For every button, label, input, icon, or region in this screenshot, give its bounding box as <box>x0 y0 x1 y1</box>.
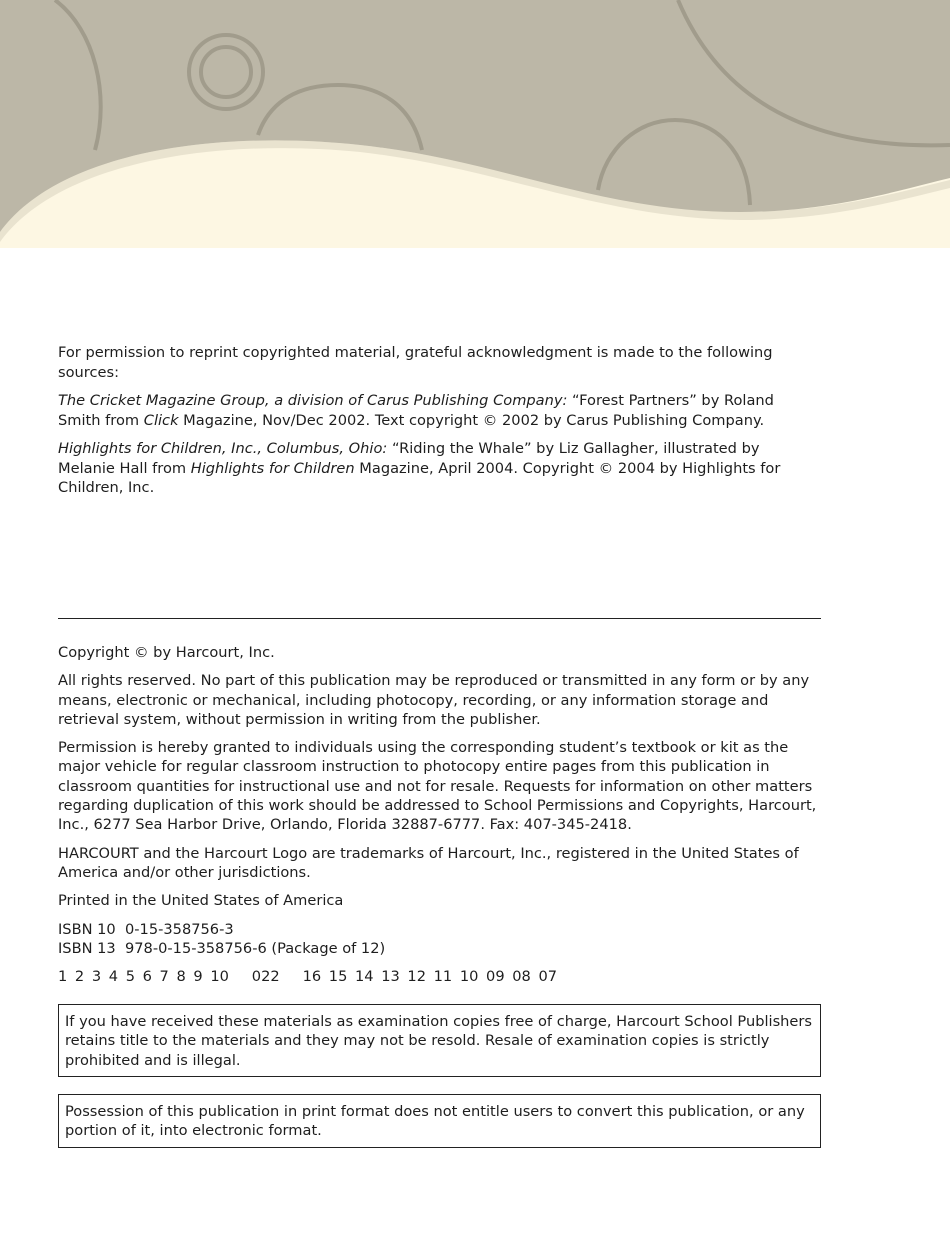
acknowledgment-entry <box>58 439 818 498</box>
acknowledgment-magazine: Highlights for Children <box>190 459 355 477</box>
rights-reserved: All rights reserved. No part of this publication may be reproduced or transmitted in any form or by any means, electronic or mechanical, including photocopy, recording, or any information storage and retrieval system, without permission in writing from the publisher. <box>58 672 810 728</box>
acknowledgment-magazine: Click <box>143 411 179 429</box>
examination-copy-notice: If you have received these materials as examination copies free of charge, Harcourt School Publishers retains title to the materials and they may not be resold. Resale of examination copies is strictly prohibited and is illegal. <box>58 1004 821 1077</box>
acknowledgment-text: “Riding the Whale” by Liz Gallagher, illustrated by Melanie Hall from <box>58 440 760 477</box>
copyright-line: Copyright © by Harcourt, Inc. <box>58 644 275 661</box>
acknowledgment-publisher: Highlights for Children, Inc., Columbus, Ohio: <box>58 440 388 457</box>
acknowledgment-text: Magazine, April 2004. Copyright © 2004 by Highlights for Children, Inc. <box>58 459 781 496</box>
print-number-line: 1 2 3 4 5 6 7 8 9 10 022 16 15 14 13 12 11 10 09 08 07 <box>58 968 558 986</box>
section-divider <box>58 618 821 619</box>
acknowledgments-intro: For permission to reprint copyrighted material, grateful acknowledgment is made to the following sources: <box>58 344 773 381</box>
acknowledgment-entry <box>58 391 818 430</box>
acknowledgment-text: Magazine, Nov/Dec 2002. Text copyright © 2002 by Carus Publishing Company. <box>178 411 765 429</box>
isbn-13: ISBN 13 978-0-15-358756-6 (Package of 12) <box>58 939 386 957</box>
isbn-block <box>58 920 823 959</box>
photocopy-permission: Permission is hereby granted to individuals using the corresponding student’s textbook or kit as the major vehicle for regular classroom instruction to photocopy entire pages from this publication in classroom quantities for instructional use and not for resale. Requests for information on other matters regarding duplication of this work should be addressed to School Permissions and Copyrights, Harcourt, Inc., 6277 Sea Harbor Drive, Orlando, Florida 32887-6777. Fax: 407-345-2418. <box>58 739 817 834</box>
isbn-10: ISBN 10 0-15-358756-3 <box>58 920 234 938</box>
acknowledgment-text: “Forest Partners” by Roland Smith from <box>58 392 774 429</box>
trademark-notice: HARCOURT and the Harcourt Logo are trademarks of Harcourt, Inc., registered in the United States of America and/or other jurisdictions. <box>58 844 799 881</box>
acknowledgments <box>58 343 818 507</box>
legal-section <box>58 643 823 995</box>
electronic-format-notice: Possession of this publication in print format does not entitle users to convert this publication, or any portion of it, into electronic format. <box>58 1094 821 1148</box>
acknowledgment-publisher: The Cricket Magazine Group, a division of Carus Publishing Company: <box>58 392 568 409</box>
printed-in: Printed in the United States of America <box>58 892 344 910</box>
decorative-banner <box>0 0 950 250</box>
